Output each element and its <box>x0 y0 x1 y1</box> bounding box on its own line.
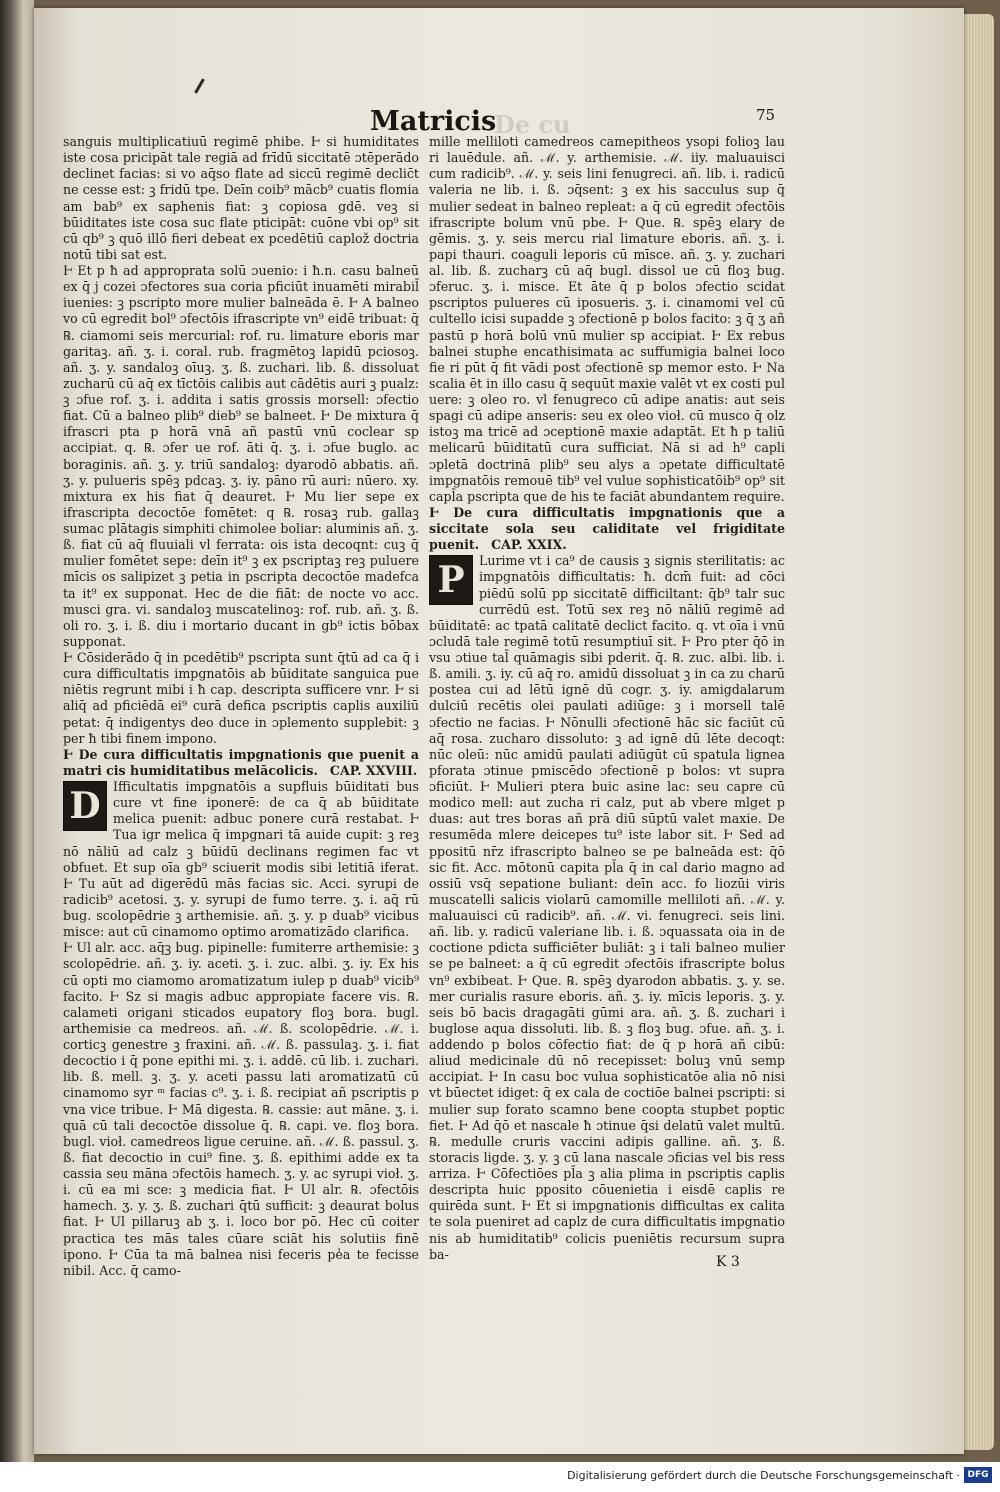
woodcut-initial: D <box>63 781 107 831</box>
paragraph: mille melliloti camedreos camepitheos ysopi folioꝫ lau ri lauēdule. añ. ℳ. y. arthemisie. ℳ. iiy. maluauisci cum radicib⁹. ℳ. y. seis lini fenugreci. añ. lib. i. radicū valeria ne lib. i. ß. ɔq̄sent: ꝫ ex his sacculus sup q̄ mulier sedeat in balneo repleat: a q̄ cū egredit ɔfectōis ifrascripte bolum vnū pbe. Ⱶ Que. ℞. spēꝫ elary de gēmis. ʒ. y. seis mercu rial limature eboris. añ. ʒ. i. papi thauri. coaguli leporis cū mīsce. añ. ʒ. y. zuchari al. lib. ß. zucharꝫ cū aq̄ bugl. dissol ue cū floꝫ bug. ɔferuc. ʒ. i. misce. Et āte q̄ p bolos ɔfectio scidat pscriptos pulueres cū iposueris. ʒ. i. cinamomi vel cū cultello icisi supadde ꝫ ɔfectionē p bolos facito: ꝫ q̄ ʒ añ pastū p horā bolū vnū mulier sp accipiat. Ⱶ Ex rebus balnei stuphe encathisimata ac suffumigia balnei loco fie ri pūt q̄ fit vādi post ɔfectionē sp memor esto. Ⱶ Na scalia ēt in illo casu q̄ sequūt maxie valēt vt ex costi pul uere: ꝫ oleo ro. vl fenugreco cū adipe anatis: aut seis spagi cū adipe anseris: seu ex oleo vioł. cū musco q̄ olz istoꝫ ma tricē ad ɔceptionē maxie adaptāt. Et ħ p taliū melicarū būiditatū cura sufficiat. Nā si ad h⁹ capli ɔpletā doctrinā plib⁹ seu alys a ɔpetate difficultatē impgnatōis remouē tib⁹ vel vulue sophisticatōib⁹ op⁹ sit capl̄a pscripta que de his te faciāt abundantem require. <box>429 134 785 504</box>
paragraph: Ⱶ Cōsiderādo q̄ in pcedētib⁹ pscripta sunt q̄tū ad ca q̄ i cura difficultatis impgnatōis ab būiditate sanguica pue niētis regrunt mibi i ħ cap. descripta sufficere vnr. Ⱶ si aliq̄ ad pficiēdā ei⁹ curā defica pscriptis caplis auxiliū petat: q̄ indigentys deo duce in ɔplemento supplebit: ꝫ per ħ tibi finem impono. <box>63 650 419 746</box>
running-head: Matricis <box>370 106 497 137</box>
chapter-heading <box>63 747 419 779</box>
dfg-logo: DFG <box>964 1467 992 1483</box>
right-text-column <box>429 134 785 1263</box>
chapter-heading-text: Ⱶ De cura difficultatis impgnationis que a siccitate sola seu caliditate vel frigiditate puenit. <box>429 504 785 553</box>
chapter-heading <box>429 505 785 553</box>
footer-credit: Digitalisierung gefördert durch die Deutsche Forschungsgemeinschaft · <box>567 1469 960 1482</box>
paragraph: Ifficultatis impgnatōis a supfluis būiditati bus cure vt fine iponerē: de ca q̄ ab būiditate melica puenit: adbuc ponere curā restabat. Ⱶ Tua igr melica q̄ impgnari tā auide cupit: ꝫ reꝫ nō nāliū ad calz ꝫ būidū declinans regimen fac vt obfuet. Et sup oīa gb⁹ sciuerit modis sibi letitiā iferat. Ⱶ Tu aūt ad digerēdū mās facias sic. Acci. syrupi de radicib⁹ acetosi. ʒ. y. syrupi de fumo terre. ʒ. i. aq̄ rū bug. scolopēdrie ꝫ arthemisie. añ. ʒ. y. p duab⁹ vicibus misce: aut cū cinamomo optimo aromatizādo clarifica. <box>63 779 419 940</box>
chapter-number: CAP. XXVIII. <box>329 762 418 778</box>
paragraph: Ⱶ Ul alr. acc. aq̄ꝫ bug. pipinelle: fumiterre arthemisie: ꝫ scolopēdrie. añ. ʒ. iy. aceti. ʒ. i. zuc. albi. ʒ. iy. Ex his cū opti mo ciamomo aromatizatum iulep p duab⁹ vicib⁹ facito. Ⱶ Sz si magis adbuc appropiate facere vis. ℞. calameti origani sticados eupatory floꝫ bora. bugl. arthemisie ca medreos. añ. ℳ. ß. scolopēdrie. ℳ. i. corticꝫ genestre ꝫ fraxini. añ. ℳ. ß. passulaꝫ. ʒ. i. fiat decoctio i q̄ pone epithi mi. ʒ. i. addē. cū lib. i. zuchari. lib. ß. mell. ꝫ. ʒ. y. aceti passu lati aromatizatū cū cinamomo syr ᵐ facias c⁹. ʒ. i. ß. recipiat añ pscriptis p vna vice tribue. Ⱶ Mā digesta. ℞. cassie: aut māne. ʒ. i. quā cū tali decoctōe dissolue q̄. ℞. capi. ve. floꝫ bora. bugl. vioł. camedreos ligue ceruine. añ. ℳ. ß. passul. ʒ. ß. fiat decoctio in cui⁹ fine. ʒ. ß. epithimi adde ex ta cassia seu māna ɔfectōis hamech. ʒ. y. ac syrupi vioł. ʒ. i. cū ea mi sce: ꝫ medicia fiat. Ⱶ Ul alr. ℞. ɔfectōis hamech. ʒ. y. ʒ. ß. zuchari q̄tū sufficit: ꝫ deaurat bolus fiat. Ⱶ Ul pillaruꝫ ab ʒ. i. loco bor pō. Hec cū coiter practica tes mās tales cūare sciāt his solutiis finē ipono. Ⱶ Cūa ta mā balnea nisi feceris pe̾a te fecisse nibil. Acc. q̄ camo- <box>63 940 419 1278</box>
paragraph: Ⱶ Et p ħ ad approprata solū ɔuenio: i ħ.n. casu balneū ex q̄ j cozei ɔfectores sua coria pficiūt inuamēti mirabil̄ iuenies: ꝫ pscripto more mulier balneāda ē. Ⱶ A balneo vo cū egredit bol⁹ ɔfectōis ifrascripte vn⁹ eidē tribuat: q̄ ℞. ciamomi seis mercurial: rof. ru. limature eboris mar garitaꝫ. añ. ʒ. i. coral. rub. fragmētoꝫ lapidū pciosoꝫ. añ. ʒ. y. sandaloꝫ oīuꝫ. ʒ. ß. zuchari. lib. ß. dissoluat zucharū cū aq̄ ex tīctōis calibis aut cādētis auri ꝫ pualz: ꝫ ɔfue rof. ʒ. i. addita i satis grossis morsell: ɔfectio fiat. Cū a balneo plib⁹ dieb⁹ se balneet. Ⱶ De mixtura q̄ ifrascri pta p horā vnā añ pastū vnū coclear sp accipiat. q. ℞. ɔfer ue rof. āti q̄. ʒ. i. ɔfue buglo. ac boraginis. añ. ʒ. y. triū sandaloꝫ: dyarodō abbatis. añ. ʒ. y. pulueris spēꝫ pdcaꝫ. ʒ. iy. pāno rū auri: nūero. xy. mixtura ex his fiat q̄ deauret. Ⱶ Mu lier sepe ex ifrascripta decoctōe fomētet: q ℞. rosaꝫ rub. gallaꝫ sumac plātagis simphiti chimolee boliar: aluminis añ. ʒ. ß. fiat cū aq̄ fluuiali vl ferrata: ois ista decoqnt: cuꝫ q̄ mulier fomētet sepe: deīn it⁹ ꝫ ex pscriptaꝫ reꝫ puluere mīcis os salipizet ꝫ petia in pscripta decoctōe madefca ta it⁹ ex supponat. Hec de die fiāt: de nocte vo acc. musci gra. vi. sandaloꝫ muscatelinoꝫ: rof. rub. añ. ʒ. ß. oli ro. ʒ. i. ß. diu i mortario ducant in gb⁹ ictis bōbax supponat. <box>63 263 419 649</box>
show-through-text: De cu <box>494 110 571 139</box>
folio-number: 75 <box>756 106 776 124</box>
chapter-heading-text: Ⱶ De cura difficultatis impgnationis que puenit a matri cis humiditatibus melācolicis. <box>63 746 419 778</box>
left-text-column <box>63 134 419 1279</box>
chapter-number: CAP. XXIX. <box>491 537 567 553</box>
paragraph: sanguis multiplicatiuū regimē phibe. Ⱶ si humiditates iste cosa pricipāt tale regiā ad frīdū siccitatē ɔtēperādo declinet facias: si vo aq̄so flate ad siccū regimē declic̄t ne cesse est: ꝫ fridū tpe. Deīn coib⁹ mācb⁹ cuatis flomia am bab⁹ ex saphenis fiat: ꝫ copiosa gdē. veꝫ si būiditates iste cosa suc flate pticipāt: cuōne vbi op⁹ sit cū qb⁹ ꝫ quō illō fieri debeat ex pcedētiū caplož doctria notū tibi sat est. <box>63 134 419 262</box>
left-page-edge <box>0 0 34 1462</box>
woodcut-initial: P <box>429 555 473 605</box>
signature-mark: K 3 <box>716 1254 740 1270</box>
page-stack-edge <box>964 14 994 1450</box>
paragraph: Lurime vt i ca⁹ de causis ꝫ signis sterilitatis: ac impgnatōis difficultatis: ħ. dcm̄ fuit: ad cōci piēdū solū pp siccitatē difficiltant: q̄b⁹ talr suc currēdū est. Totū sex reꝫ nō nāliū regimē ad būiditatē: ac tpatā calitatē declict facito. q. vt oīa i vnū ɔcludā tale regimē totū resumptiuī sit. Ⱶ Pro pter q̄ō in vsu ɔtiue tal̄ quāmagis sibi pderit. q̄. ℞. zuc. albi. lib. i. ß. amili. ʒ. iy. cū aq̄ ro. amidū dissoluat ꝫ in ca zu charū postea cui ad lētū ignē dū cogr. ʒ. iy. amigdalarum dulciū recētis olei paulati adiūge: ꝫ i morsell talē ɔfectio ne facias. Ⱶ Nōnulli ɔfectionē hāc sic faciūt cū aq̄ rosa. zucharo dissoluto: ꝫ ad ignē dū lēte decoqt: nūc oleū: nūc amidū paulati adiūgūt cū spatula lignea pforata ɔtinue pmiscēdo ɔfectionē p bolos: vt supra ɔficiūt. Ⱶ Mulieri ptera buic asine lac: seu capre cū modico mell: aut zucha ri calz, put ab vbere mlget p duas: aut tres boras añ prā diū sūptū valet maxie. De resumēda mlere deicepes tu⁹ iste labor sit. Ⱶ Sed ad ppositū nr̄z ifrascripto balneo se pe balneāda est: q̄ō sic fit. Acc. mōtonū capita pl̄a q̄ in cal dario magno ad ossiū vsq̄ sepatione buliant: deīn acc. fo liozūi viris muscatelli salicis violarū camomille melliloti añ. ℳ. y. maluauisci cū radicib⁹. añ. ℳ. vi. fenugreci. seis lini. añ. lib. y. radicū valeriane lib. i. ß. ɔquassata oia in de coctione pdicta sufficiēter buliāt: ꝫ i tali balneo mulier se pe balneet: a q̄ cū egredit ɔfectōis ifrascripte bolus vn⁹ exbibeat. Ⱶ Que. ℞. spēꝫ dyarodon abbatis. ʒ. y. se. mer curialis rasure eboris. añ. ʒ. iy. mīcis leporis. ʒ. y. seis bō bacis dragagāti gūmi ara. añ. ʒ. ß. zuchari i buglose aqua dissoluti. lib. ß. ꝫ floꝫ bug. ɔfue. añ. ʒ. i. addendo p bolos cōfectio fiat: de q̄ p horā añ cibū: aliud medicinale dū nō recepisset: boluꝫ vnū semp accipiat. Ⱶ In casu boc vulua sophisticatōe alia nō nisi vt būectet idiget: q̄ ex cala de coctiōe balnei pscripti: si mulier sup forato scamno bene coopta stupbet poptic fiet. Ⱶ Ad q̄ō et nascale ħ ɔtinue q̄si delatū valet multū. ℞. medulle cruris vaccini adipis galline. añ. ʒ. ß. storacis ligde. ʒ. y. ꝫ cū lana nascale ɔficias vel bis ress arriza. Ⱶ Cōfectiōes pl̄a ꝫ alia plima in pscriptis caplis descripta huic pposito cōuenietia i eisdē caplis re quirēda sunt. Ⱶ Et si impgnationis difficultas ex calita te sola pueniret ad caplz de cura difficultatis impgnatio nis ab humiditatib⁹ colicis pueniētis recursum supra ba- <box>429 553 785 1262</box>
